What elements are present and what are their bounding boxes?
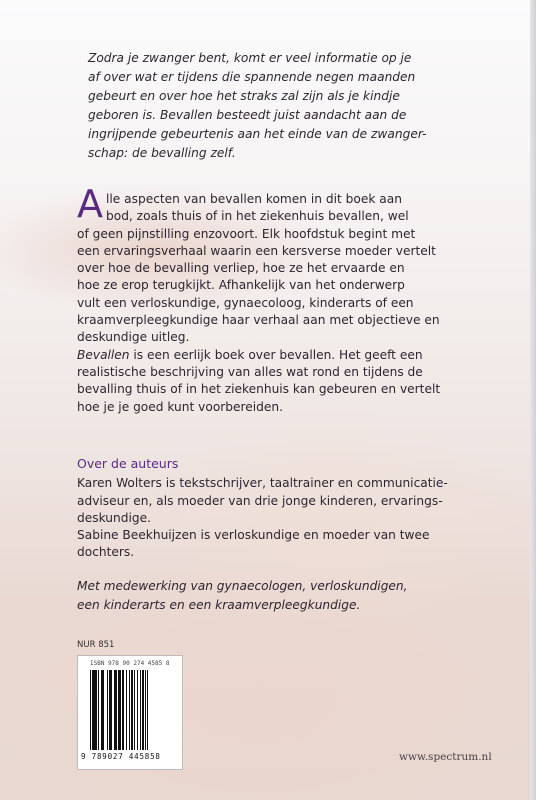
author-bio: is tekstschrijver, taaltrainer en communicatie- xyxy=(161,476,448,491)
intro-blurb xyxy=(88,49,488,163)
about-authors xyxy=(77,455,497,562)
isbn-number: ISBN 978 90 274 4585 8 xyxy=(90,660,170,667)
description-line: kraamverpleegkundige haar verhaal aan met objectieve en xyxy=(77,313,440,328)
collab-line: Met medewerking van gynaecologen, verloskundigen, xyxy=(77,579,408,593)
barcode xyxy=(77,655,183,770)
book-title-italic: Bevallen xyxy=(77,347,130,362)
drop-cap: A xyxy=(77,182,103,226)
cover-edge xyxy=(530,0,536,800)
intro-line: Zodra je zwanger bent, komt er veel informatie op je xyxy=(88,51,412,65)
description-line xyxy=(77,347,497,364)
intro-line: af over wat er tijdens die spannende negen maanden xyxy=(88,70,416,84)
description-line: een ervaringsverhaal waarin een kersverse moeder vertelt xyxy=(77,243,436,258)
collaboration-note xyxy=(77,577,497,615)
description-line-text: lle aspecten van bevallen komen in dit boek aan xyxy=(106,192,402,206)
ean-digits: 9 789027 445858 xyxy=(81,752,161,761)
nur-code: NUR 851 xyxy=(77,640,115,650)
intro-line: ingrijpende gebeurtenis aan het einde van de zwanger- xyxy=(88,127,427,141)
intro-line: geboren is. Bevallen besteedt juist aandacht aan de xyxy=(88,108,407,122)
authors-heading: Over de auteurs xyxy=(77,456,179,471)
description-line: hoe ze erop terugkijkt. Afhankelijk van het onderwerp xyxy=(77,278,405,293)
intro-line: gebeurt en over hoe het straks zal zijn als je kindje xyxy=(88,89,400,103)
description-line: bod, zoals thuis of in het ziekenhuis bevallen, wel xyxy=(106,209,409,224)
description-line: hoe je je goed kunt voorbereiden. xyxy=(77,399,283,414)
description-line: of geen pijnstilling enzovoort. Elk hoofdstuk begint met xyxy=(77,226,416,241)
description-line: deskundige uitleg. xyxy=(77,330,190,345)
description-line: vult een verloskundige, gynaecoloog, kinderarts of een xyxy=(77,295,414,310)
barcode-stripe xyxy=(148,670,150,750)
author-line: deskundige. xyxy=(77,510,151,525)
description-line-text: is een eerlijk boek over bevallen. Het geeft een xyxy=(129,347,423,362)
description-line: over hoe de bevalling verliep, hoe ze het ervaarde en xyxy=(77,261,405,276)
author-line: dochters. xyxy=(77,545,135,560)
author-line xyxy=(77,475,497,492)
description xyxy=(77,182,497,416)
author-line xyxy=(77,527,497,544)
barcode-bars xyxy=(90,670,170,750)
publisher-website: www.spectrum.nl xyxy=(399,751,492,763)
description-line: bevalling thuis of in het ziekenhuis kan gebeuren en vertelt xyxy=(77,382,441,397)
author-name: Sabine Beekhuijzen xyxy=(77,528,197,543)
intro-line: schap: de bevalling zelf. xyxy=(88,146,236,160)
description-line: realistische beschrijving van alles wat rond en tijdens de xyxy=(77,364,423,379)
collab-line: een kinderarts en een kraamverpleegkundige. xyxy=(77,598,361,612)
author-name: Karen Wolters xyxy=(77,476,162,491)
author-line: adviseur en, als moeder van drie jonge kinderen, ervarings- xyxy=(77,493,443,508)
author-bio: is verloskundige en moeder van twee xyxy=(196,528,430,543)
